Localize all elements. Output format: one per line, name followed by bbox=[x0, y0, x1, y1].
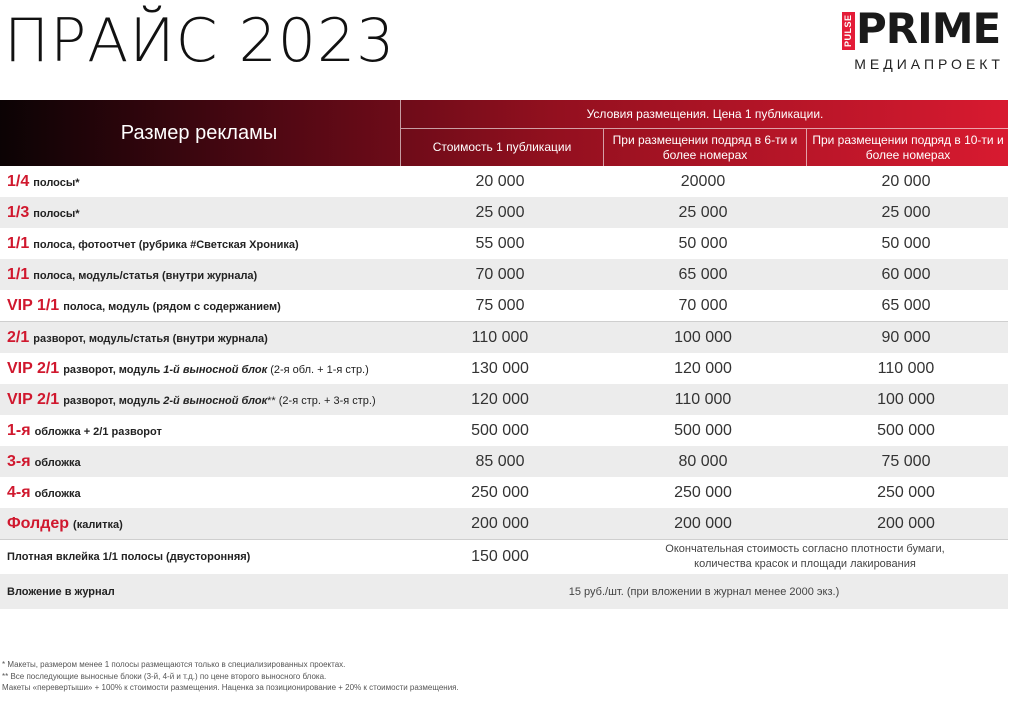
price-single: 130 000 bbox=[471, 359, 529, 377]
row-desc: обложка bbox=[34, 487, 81, 500]
row-desc: полосы* bbox=[33, 207, 80, 220]
row-label bbox=[7, 235, 299, 253]
row-desc: (калитка) bbox=[73, 518, 123, 531]
footnote: ** Все последующие выносные блоки (3-й, 4-й и т.д.) по цене второго выносного блока. bbox=[2, 671, 327, 681]
footnotes bbox=[2, 659, 459, 694]
price-10: 75 000 bbox=[881, 452, 931, 470]
row-desc-emphasis: 1-й выносной блок bbox=[163, 363, 268, 376]
price-10: 500 000 bbox=[877, 421, 935, 439]
row-desc-note: (2-я обл. + 1-я стр.) bbox=[270, 363, 369, 376]
row-size: VIP 2/1 bbox=[7, 390, 60, 408]
table-row bbox=[0, 508, 1008, 540]
row-desc: разворот, модуль bbox=[63, 394, 161, 407]
price-single: 20 000 bbox=[475, 172, 525, 190]
price-single: 110 000 bbox=[471, 328, 529, 346]
insert-note-line2: количества красок и площади лакирования bbox=[694, 558, 916, 570]
row-label bbox=[7, 173, 80, 191]
price-6: 50 000 bbox=[678, 234, 728, 252]
row-label bbox=[7, 453, 81, 471]
row-size: 1/4 bbox=[7, 172, 30, 190]
row-label bbox=[7, 360, 369, 378]
table-header bbox=[0, 100, 1008, 166]
price-10: 25 000 bbox=[881, 203, 931, 221]
row-size: 1-я bbox=[7, 421, 31, 439]
price-6: 110 000 bbox=[674, 390, 732, 408]
insert-note-line1: Окончательная стоимость согласно плотности бумаги, bbox=[665, 543, 945, 555]
price-10: 50 000 bbox=[881, 234, 931, 252]
price-6: 500 000 bbox=[674, 421, 732, 439]
table-row-enclosure bbox=[0, 574, 1008, 609]
table-row-insert bbox=[0, 540, 1008, 574]
row-desc: полоса, модуль/статья (внутри журнала) bbox=[33, 269, 258, 282]
header-conditions: Условия размещения. Цена 1 публикации. bbox=[400, 100, 1009, 129]
logo-pulse-tag: PULSE bbox=[842, 12, 855, 50]
row-label bbox=[7, 515, 123, 533]
price-10: 60 000 bbox=[881, 265, 931, 283]
row-size: VIP 1/1 bbox=[7, 296, 60, 314]
row-size: 2/1 bbox=[7, 328, 30, 346]
price-single: 55 000 bbox=[475, 234, 525, 252]
page-title: ПРАЙС 2023 bbox=[4, 6, 396, 76]
insert-price: 150 000 bbox=[471, 548, 529, 565]
price-6: 120 000 bbox=[674, 359, 732, 377]
row-desc: разворот, модуль/статья (внутри журнала) bbox=[33, 332, 268, 345]
price-10: 110 000 bbox=[877, 359, 935, 377]
table-row bbox=[0, 477, 1008, 508]
price-10: 20 000 bbox=[881, 172, 931, 190]
row-desc: разворот, модуль bbox=[63, 363, 161, 376]
row-desc: полосы* bbox=[33, 176, 80, 189]
table-row bbox=[0, 322, 1008, 353]
table-row bbox=[0, 197, 1008, 228]
price-6: 20000 bbox=[680, 172, 726, 190]
header-col-10: При размещении подряд в 10-ти и более номерах bbox=[806, 129, 1009, 166]
row-desc: полоса, модуль (рядом с содержанием) bbox=[63, 300, 281, 313]
footnote: Макеты «перевертыши» + 100% к стоимости размещения. Наценка за позиционирование + 20% к стоимости размещения. bbox=[2, 683, 459, 692]
row-size: VIP 2/1 bbox=[7, 359, 60, 377]
price-10: 100 000 bbox=[877, 390, 935, 408]
enclosure-label: Вложение в журнал bbox=[7, 585, 115, 598]
table-row bbox=[0, 384, 1008, 415]
price-single: 25 000 bbox=[475, 203, 525, 221]
row-desc-note: ** (2-я стр. + 3-я стр.) bbox=[267, 394, 376, 407]
header-col-6: При размещении подряд в 6-ти и более номерах bbox=[603, 129, 806, 166]
enclosure-price: 15 руб./шт. (при вложении в журнал менее 2000 экз.) bbox=[568, 585, 840, 598]
logo-prime-wordmark: PRIME bbox=[856, 4, 1001, 53]
insert-label: Плотная вклейка 1/1 полосы (двусторонняя) bbox=[7, 551, 251, 563]
row-label bbox=[7, 297, 281, 315]
price-single: 120 000 bbox=[471, 390, 529, 408]
header-col-single: Стоимость 1 публикации bbox=[400, 129, 603, 166]
row-size: 1/1 bbox=[7, 265, 30, 283]
table-row bbox=[0, 228, 1008, 259]
price-6: 65 000 bbox=[678, 265, 728, 283]
price-10: 65 000 bbox=[881, 296, 931, 314]
table-row bbox=[0, 415, 1008, 446]
row-size: 1/1 bbox=[7, 234, 30, 252]
table-row bbox=[0, 290, 1008, 322]
row-label bbox=[7, 484, 81, 502]
logo-subtitle: МЕДИАПРОЕКТ bbox=[854, 56, 1004, 72]
price-6: 25 000 bbox=[678, 203, 728, 221]
table-row bbox=[0, 259, 1008, 290]
row-label bbox=[7, 204, 80, 222]
insert-note bbox=[603, 542, 1007, 572]
price-10: 90 000 bbox=[881, 328, 931, 346]
price-6: 70 000 bbox=[678, 296, 728, 314]
price-single: 75 000 bbox=[475, 296, 525, 314]
row-label bbox=[7, 391, 376, 409]
footnote: * Макеты, размером менее 1 полосы размещаются только в специализированных проектах. bbox=[2, 660, 346, 669]
header-ad-size: Размер рекламы bbox=[120, 121, 278, 144]
row-label bbox=[7, 266, 257, 284]
row-size: Фолдер bbox=[7, 514, 70, 532]
row-desc-emphasis: 2-й выносной блок bbox=[163, 394, 268, 407]
price-single: 200 000 bbox=[471, 514, 529, 532]
price-10: 250 000 bbox=[877, 483, 935, 501]
row-desc: обложка bbox=[34, 456, 81, 469]
price-table-body bbox=[0, 166, 1008, 609]
price-single: 85 000 bbox=[475, 452, 525, 470]
row-desc: полоса, фотоотчет (рубрика #Светская Хроника) bbox=[33, 238, 299, 251]
table-row bbox=[0, 446, 1008, 477]
row-size: 1/3 bbox=[7, 203, 30, 221]
table-row bbox=[0, 353, 1008, 384]
price-6: 80 000 bbox=[678, 452, 728, 470]
row-size: 3-я bbox=[7, 452, 31, 470]
price-6: 200 000 bbox=[674, 514, 732, 532]
price-single: 500 000 bbox=[471, 421, 529, 439]
row-label bbox=[7, 329, 268, 347]
row-size: 4-я bbox=[7, 483, 31, 501]
prime-logo bbox=[834, 4, 1004, 74]
table-row bbox=[0, 166, 1008, 197]
price-single: 250 000 bbox=[471, 483, 529, 501]
price-10: 200 000 bbox=[877, 514, 935, 532]
row-label bbox=[7, 422, 162, 440]
price-6: 250 000 bbox=[674, 483, 732, 501]
price-single: 70 000 bbox=[475, 265, 525, 283]
row-desc: обложка + 2/1 разворот bbox=[34, 425, 162, 438]
price-6: 100 000 bbox=[674, 328, 732, 346]
